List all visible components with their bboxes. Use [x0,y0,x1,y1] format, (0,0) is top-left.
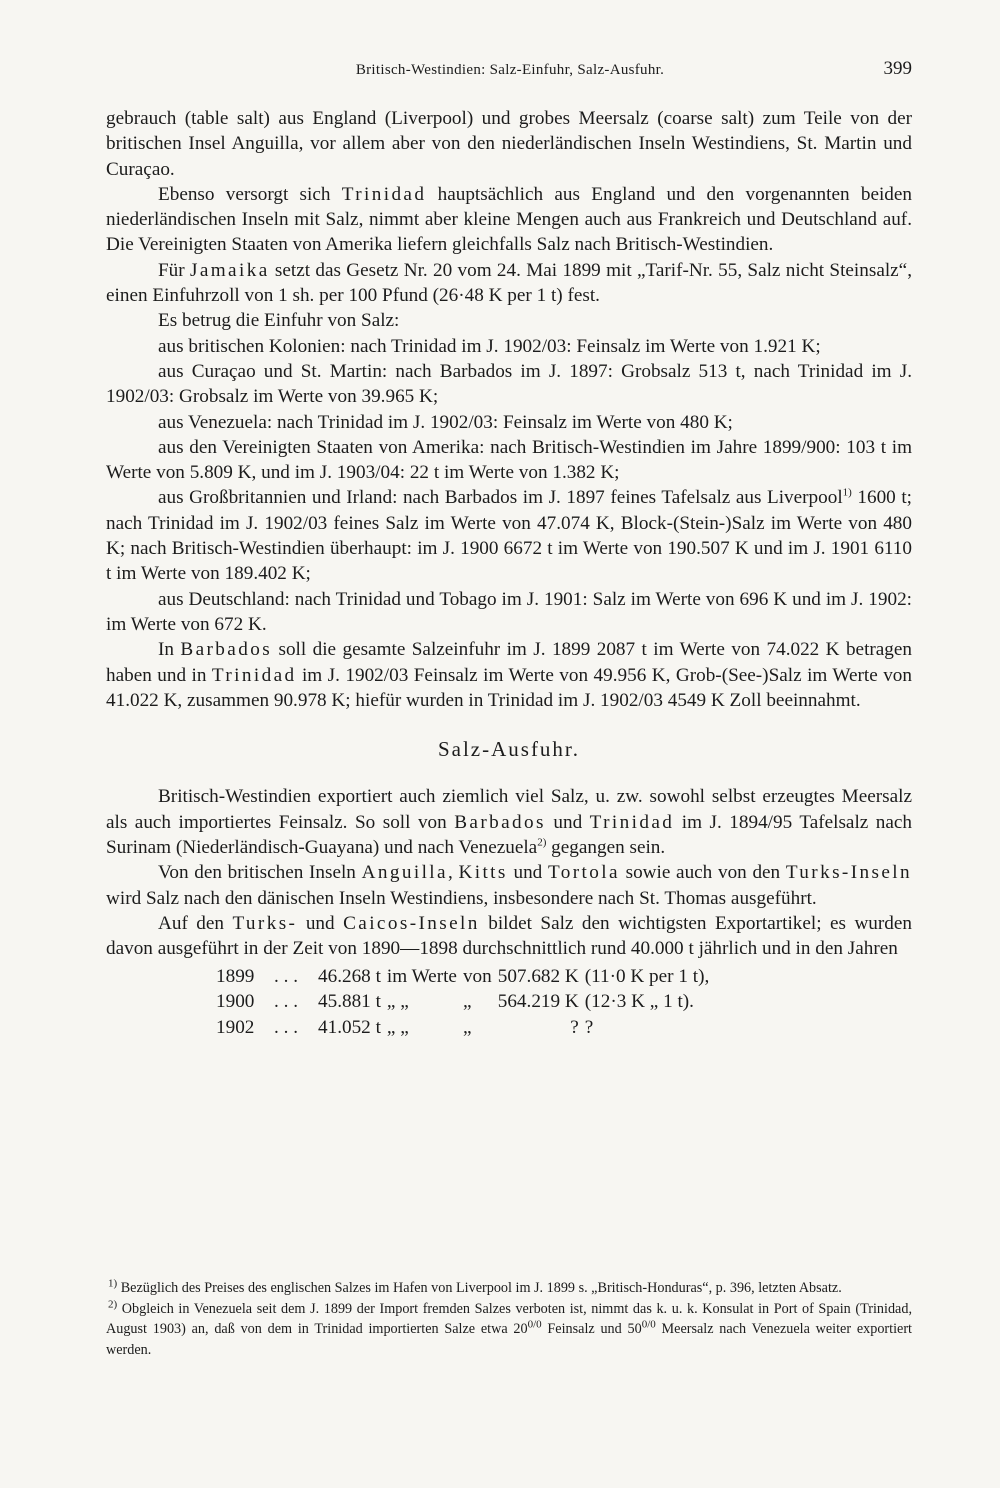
table-cell-rate: (11·0 K per 1 t), [584,965,710,987]
paragraph-4: Es betrug die Einfuhr von Salz: [158,310,400,332]
table-cell-value: ? [570,1016,579,1038]
p12-a: Britisch-Westindien exportiert auch ziemlich viel Salz, u. zw. sowohl selbst erzeugtes Meersalz als auch importiertes Feinsalz. So soll von [106,786,912,833]
paragraph-barbados-trinidad [106,637,912,713]
table-cell-rate: (12·3 K „ 1 t). [584,991,694,1012]
paragraph-3-b: setzt das Gesetz Nr. 20 vom 24. Mai 1899 mit „Tarif-Nr. 55, Salz nicht Steinsalz“, einen Einfuhrzoll von 1 sh. per 100 Pfund (26·48 K per 1 t) fest. [106,259,912,307]
table-cell-quantity: 46.268 t [318,965,381,987]
table-cell-year: 1900 [216,991,255,1012]
footnote-ref-2: 2) [537,836,547,849]
table-cell-label-2: „ [462,991,472,1012]
section-heading: Salz-Ausfuhr. [437,737,581,762]
export-table [216,964,715,1041]
emphasis-trinidad-3: Trinidad [589,811,675,833]
emphasis-turks: Turks- [232,912,298,934]
paragraph-2-b: hauptsächlich aus England und den vorgenannten beiden niederländischen Inseln mit Salz, nimmt aber kleine Mengen auch aus Frankreich und Deutschland auf. Die Vereinigten Staaten von Amerika liefern gleichfalls Salz nach Britisch-Westindien. [106,183,912,256]
emphasis-trinidad-2: Trinidad [211,664,297,686]
emphasis-anguilla: Anguilla [361,862,448,884]
footnote-1-text: Bezüglich des Preises des englischen Salzes im Hafen von Liverpool im J. 1899 s. „Britisch-Honduras“, p. 396, letzten Absatz. [117,1280,842,1296]
p12-d: gegangen sein. [546,837,666,859]
table-cell-quantity: 45.881 t [318,991,381,1012]
table-cell-dots: . . . [274,965,298,987]
table-cell-year: 1899 [216,965,255,987]
paragraph-3-a: Für [158,259,190,281]
paragraph-1: gebrauch (table salt) aus England (Liverpool) und grobes Meersalz (coarse salt) zum Teile von der britischen Insel Anguilla, vor allem aber von den niederländischen Inseln Westindiens, St. Martin und Curaçao. [106,108,912,180]
p13-d: sowie auch von den [619,862,786,884]
emphasis-barbados-2: Barbados [454,811,546,833]
emphasis-trinidad: Trinidad [341,183,427,205]
p11-b: soll die gesamte Salzeinfuhr im J. 1899 2087 t im Werte von 74.022 K betragen haben und in [106,639,913,686]
import-germany: aus Deutschland: nach Trinidad und Tobago im J. 1901: Salz im Werte von 696 K und im J. 1902: im Werte von 672 K. [106,588,912,635]
import-british-colonies: aus britischen Kolonien: nach Trinidad im J. 1902/03: Feinsalz im Werte von 1.921 K; [158,335,821,357]
table-cell-label: im Werte [386,965,457,987]
import-usa: aus den Vereinigten Staaten von Amerika: nach Britisch-Westindien im Jahre 1899/900: 103 t im Werte von 5.809 K, und im J. 1903/04: 22 t im Werte von 1.382 K; [106,436,912,484]
footnote-2-text-b: Feinsalz und 50 [541,1321,642,1337]
footnote-2-mark: 2) [108,1297,118,1310]
export-paragraph-2 [106,860,912,911]
p14-a: Auf den [158,912,233,934]
table-cell-year: 1902 [216,1016,255,1038]
footnote-2-text-c: Meersalz nach Venezuela weiter exportiert werden. [106,1321,912,1358]
import-venezuela: aus Venezuela: nach Trinidad im J. 1902/03: Feinsalz im Werte von 480 K; [158,411,733,433]
table-row [216,1015,715,1041]
table-cell-label: „ „ [386,1016,409,1038]
running-head: Britisch-Westindien: Salz-Einfuhr, Salz-Ausfuhr. [355,62,665,78]
footnote-ref-1: 1) [842,487,852,500]
table-row [216,964,715,990]
emphasis-kitts: Kitts [458,862,508,884]
footnote-1-mark: 1) [108,1277,118,1290]
p12-b: und [545,811,590,833]
table-cell-value: 507.682 K [497,965,579,987]
footnote-1 [106,1278,912,1299]
import-great-britain-a: aus Großbritannien und Irland: nach Barbados im J. 1897 feines Tafelsalz aus Liverpool [158,487,843,509]
paragraph-3 [106,258,912,309]
emphasis-jamaika: Jamaika [189,259,270,281]
p13-b: , [447,862,459,884]
p13-e: wird Salz nach den dänischen Inseln Westindiens, insbesondere nach St. Thomas ausgeführt. [106,887,817,909]
footnotes [106,1278,912,1360]
p12-c: im J. 1894/95 Tafelsalz nach Surinam (Niederländisch-Guayana) und nach Venezuela [106,811,913,859]
emphasis-turks-inseln: Turks-Inseln [785,862,913,884]
table-row [216,989,715,1015]
footnote-2-text-a: Obgleich in Venezuela seit dem J. 1899 der Import fremden Salzes verboten ist, nimmt das k. u. k. Konsulat in Port of Spain (Trinidad, August 1903) an, daß von dem in Trinidad importierten Salze etwa 20 [106,1300,912,1337]
import-curacao: aus Curaçao und St. Martin: nach Barbados im J. 1897: Grobsalz 513 t, nach Trinidad im J. 1902/03: Grobsalz im Werte von 39.965 K; [106,360,912,408]
p13-a: Von den britischen Inseln [158,862,362,884]
table-cell-label: „ „ [386,991,409,1012]
table-cell-label-2: von [462,965,492,987]
table-cell-dots: . . . [274,1016,298,1038]
import-great-britain [106,485,912,586]
p14-c: bildet Salz den wichtigsten Exportartikel; es wurden davon ausgeführt in der Zeit von 1890—1898 durchschnittlich rund 40.000 t jährlich und in den Jahren [106,912,912,960]
paragraph-2-a: Ebenso versorgt sich [158,183,342,205]
page-number: 399 [883,58,912,79]
percent-sign: 0/0 [527,1318,542,1331]
table-cell-rate: ? [584,1016,594,1038]
table-cell-dots: . . . [274,991,298,1012]
table-cell-value: 564.219 K [497,991,579,1012]
export-paragraph-1 [106,784,912,860]
main-text [106,106,912,1040]
footnote-2 [106,1299,912,1361]
table-cell-quantity: 41.052 t [318,1016,381,1038]
paragraph-2 [106,182,912,258]
p14-b: und [297,912,344,934]
p11-c: im J. 1902/03 Feinsalz im Werte von 49.956 K, Grob-(See-)Salz im Werte von 41.022 K, zusammen 90.978 K; hiefür wurden in Trinidad im J. 1902/03 4549 K Zoll beeinnahmt. [106,664,912,711]
emphasis-tortola: Tortola [547,862,620,884]
p13-c: und [507,862,548,884]
p11-a: In [158,639,181,661]
percent-sign: 0/0 [641,1318,656,1331]
table-cell-label-2: „ [462,1016,472,1038]
emphasis-barbados: Barbados [180,639,273,661]
export-paragraph-3 [106,911,912,962]
emphasis-caicos: Caicos-Inseln [343,912,480,934]
import-great-britain-b: 1600 t; nach Trinidad im J. 1902/03 feines Salz im Werte von 47.074 K, Block-(Stein-)Salz im Werte von 480 K; nach Britisch-Westindien überhaupt: im J. 1900 6672 t im Werte von 190.507 K und im J. 1901 6110 t im Werte von 189.402 K; [106,487,912,585]
